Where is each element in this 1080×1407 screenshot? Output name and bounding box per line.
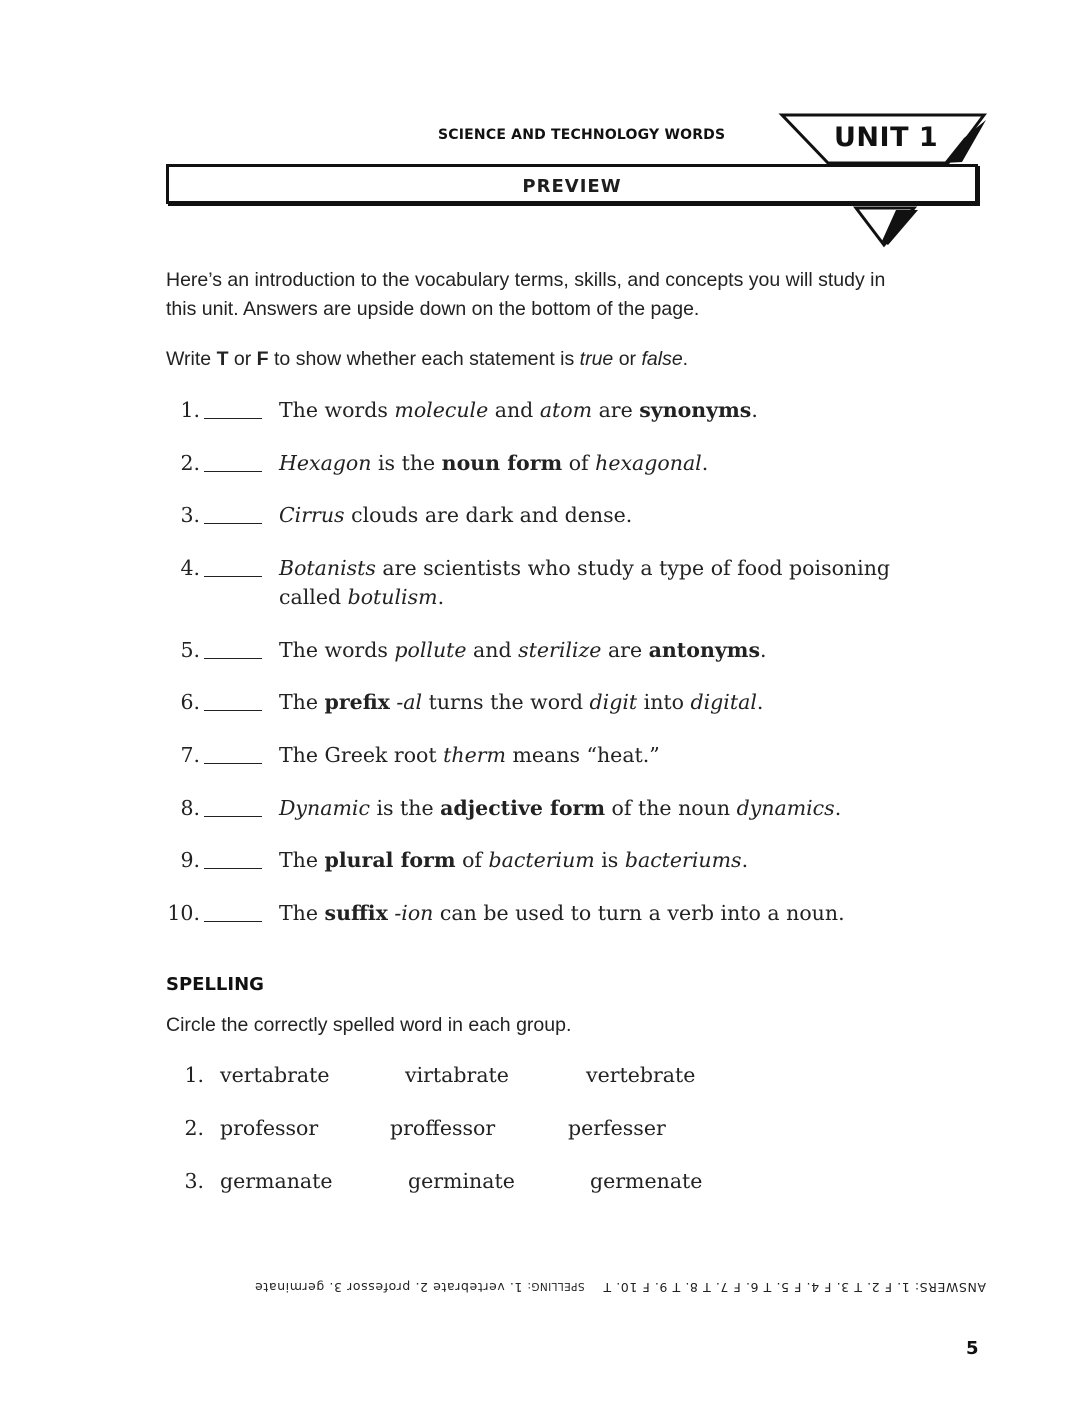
tf-item-number: 4. [180,555,200,580]
tf-statement-part: Hexagon [279,450,372,475]
spelling-option[interactable]: germanate [220,1169,333,1193]
instr-true: true [579,348,614,370]
spelling-row-number: 3. [184,1169,204,1193]
intro-line-2: this unit. Answers are upside down on the bottom of the page. [166,298,700,320]
spelling-option[interactable]: proffessor [390,1116,496,1140]
instr-false: false [641,348,683,370]
down-arrow-icon [850,205,920,249]
tf-statement [279,899,919,928]
tf-statement-part: The [279,690,325,715]
tf-statement-part: . [834,795,842,820]
tf-statement-part: are [601,637,649,662]
spelling-option[interactable]: perfesser [568,1116,666,1140]
tf-statement-part: The [279,848,325,873]
tf-statement-part: . [760,637,767,662]
instr-end: . [682,348,689,370]
tf-statement-part: pollute [394,637,467,662]
tf-item [166,794,966,847]
spelling-option[interactable]: professor [220,1116,319,1140]
tf-statement-part: and [466,637,519,662]
instr-t: T [216,348,229,370]
instr-or2: or [613,348,642,370]
tf-statement-part: Cirrus [279,503,345,528]
spelling-row [166,1116,766,1146]
answer-blank[interactable] [204,710,262,711]
tf-statement-part: is the [369,795,441,820]
spelling-option[interactable]: germinate [408,1169,515,1193]
answers-spelling-label: SPELLING: [527,1280,585,1292]
tf-item [166,554,966,636]
tf-statement-part: digit [589,690,638,715]
answer-blank[interactable] [204,868,262,869]
tf-statement-part: clouds are dark and dense. [344,503,633,528]
tf-statement-part: are [592,398,640,422]
tf-statement-part: digital [690,690,757,715]
answer-blank[interactable] [204,576,262,577]
tf-item [166,636,966,689]
tf-statement-part: Botanists [279,555,376,580]
answer-blank[interactable] [204,471,262,472]
answer-blank[interactable] [204,921,262,922]
tf-item-number: 2. [180,450,200,475]
tf-statement-part: synonyms [639,398,752,422]
tf-statement-part: plural form [324,848,456,873]
tf-item-number: 10. [167,900,200,925]
spelling-option[interactable]: germenate [590,1169,703,1193]
spelling-option[interactable]: virtabrate [405,1063,509,1087]
tf-statement-part: bacterium [488,848,595,873]
tf-statement-part: suffix [324,900,388,925]
tf-statement-part: can be used to turn a verb into a noun. [433,900,845,925]
tf-item [166,899,966,952]
tf-statement-part: hexagonal [595,450,702,475]
tf-statement-part: . [756,690,764,715]
tf-statement-part: -al [396,690,423,715]
answers-spelling: 1. vertebrate 2. professor 3. germinate [254,1280,527,1295]
tf-statement-part: adjective form [440,795,606,820]
tf-statement-part: The words [279,637,395,662]
spelling-option[interactable]: vertebrate [586,1063,696,1087]
tf-statement [279,501,919,530]
tf-statement-part: antonyms [648,637,760,662]
tf-statement [279,449,919,478]
answer-blank[interactable] [204,523,262,524]
tf-statement-part: of [562,450,596,475]
tf-statement [279,636,919,665]
tf-statement-part: The words [279,398,395,422]
spelling-row [166,1169,766,1199]
spelling-row-number: 1. [184,1063,204,1087]
tf-statement-part: of the noun [605,795,737,820]
tf-statement-part: The [279,900,325,925]
intro-paragraph [166,266,926,324]
tf-statement-part: noun form [441,450,563,475]
tf-item-number: 9. [180,848,200,873]
tf-statement [279,794,919,823]
tf-statement-part: therm [443,742,506,767]
tf-statement [279,396,919,425]
answers-tf: ANSWERS: 1. F 2. T 3. F 4. F 5. T 6. F 7. T 8. T 9. F 10. T [602,1280,986,1295]
preview-label: PREVIEW [522,176,622,197]
answer-blank[interactable] [204,658,262,659]
intro-line-1: Here’s an introduction to the vocabulary terms, skills, and concepts you will study in [166,269,886,291]
answer-blank[interactable] [204,816,262,817]
spelling-instructions: Circle the correctly spelled word in each group. [166,1014,572,1036]
tf-statement [279,846,919,875]
true-false-list [166,396,966,951]
instr-middle: to show whether each statement is [268,348,580,370]
page-number: 5 [966,1338,979,1359]
tf-item [166,846,966,899]
tf-statement-part: of [455,848,489,873]
instr-f: F [256,348,269,370]
tf-statement-part: . [751,398,758,422]
tf-statement-part: is [594,848,625,873]
tf-statement-part: means “heat.” [505,742,660,767]
tf-item-number: 7. [180,742,200,767]
tf-item [166,501,966,554]
preview-banner [166,164,978,204]
instr-prefix: Write [166,348,217,370]
upside-down-answers [186,1273,986,1295]
tf-statement-part: is the [371,450,442,475]
spelling-row [166,1063,766,1093]
unit-label: UNIT 1 [834,122,939,153]
spelling-option[interactable]: vertabrate [220,1063,330,1087]
tf-instructions [166,345,926,374]
tf-statement-part: molecule [394,398,489,422]
tf-item-number: 3. [180,503,200,528]
tf-item [166,396,966,449]
instr-or1: or [228,348,257,370]
tf-item-number: 5. [180,637,200,662]
tf-item [166,449,966,502]
tf-item-number: 6. [180,690,200,715]
tf-statement-part: into [637,690,691,715]
tf-statement-part: -ion [394,900,434,925]
tf-statement-part: atom [539,398,593,422]
tf-item-number: 1. [180,398,200,422]
tf-item-number: 8. [180,795,200,820]
spelling-row-number: 2. [184,1116,204,1140]
tf-item [166,688,966,741]
spelling-heading: SPELLING [166,974,264,995]
tf-statement-part: . [437,584,445,609]
section-title: SCIENCE AND TECHNOLOGY WORDS [438,127,726,143]
tf-statement-part: botulism [347,584,438,609]
tf-statement [279,688,919,717]
tf-statement-part: Dynamic [279,795,370,820]
tf-statement-part: dynamics [736,795,835,820]
tf-statement-part: . [741,848,749,873]
tf-statement-part: sterilize [518,637,602,662]
tf-statement [279,741,919,770]
tf-statement-part: turns the word [422,690,590,715]
tf-item [166,741,966,794]
tf-statement-part: and [488,398,540,422]
answer-blank[interactable] [204,418,262,419]
tf-statement [279,554,919,612]
answer-blank[interactable] [204,763,262,764]
tf-statement-part: The Greek root [279,742,444,767]
tf-statement-part: are scientists who study a type of food poisoning called [279,555,891,609]
tf-statement-part: bacteriums [624,848,742,873]
tf-statement-part: . [701,450,709,475]
tf-statement-part: prefix [324,690,390,715]
